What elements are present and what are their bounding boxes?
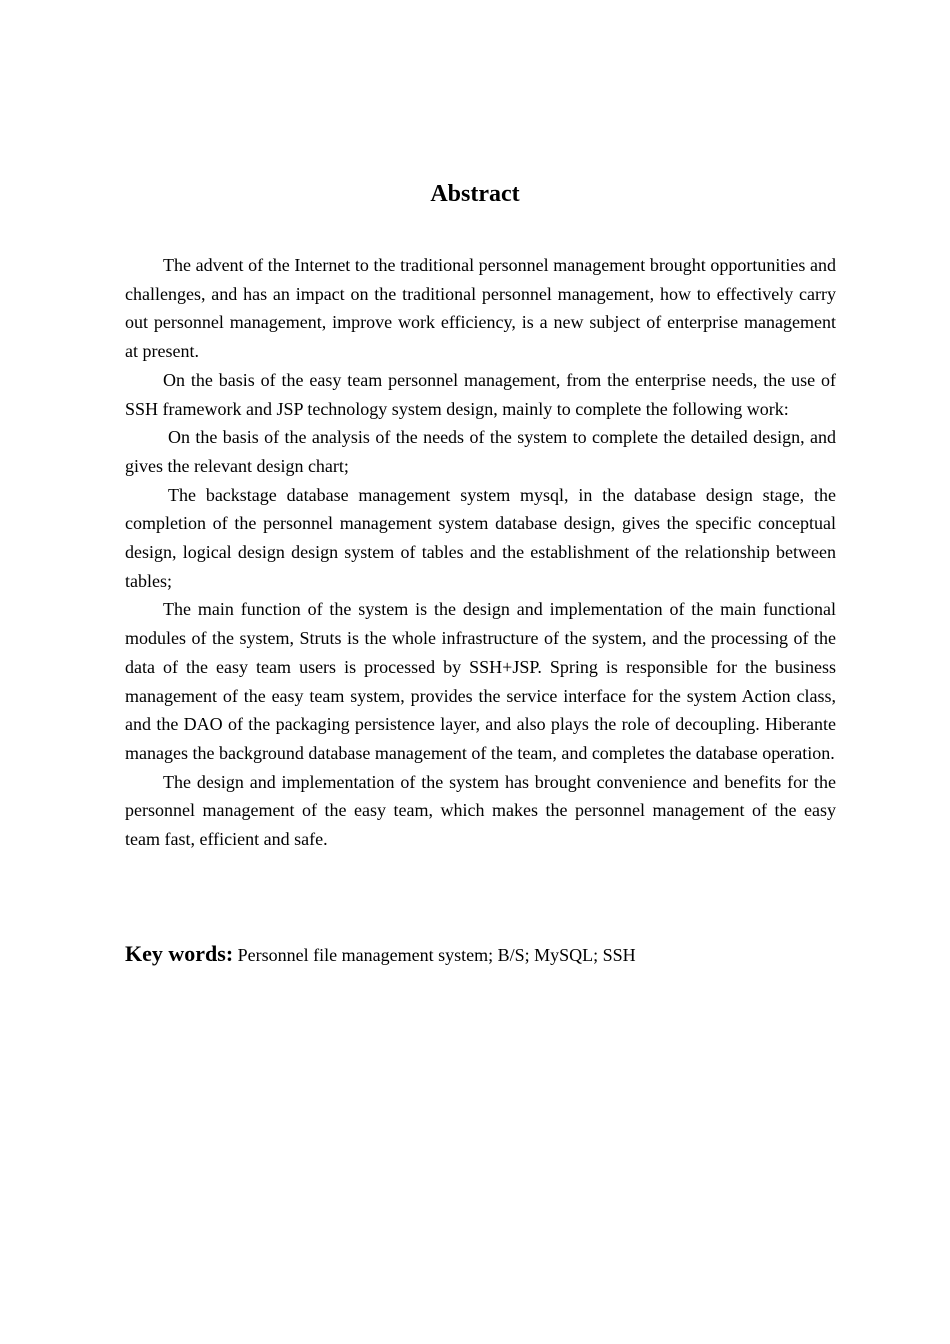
abstract-paragraph-2: On the basis of the easy team personnel management, from the enterprise needs, the use of SSH framework and JSP technology system design, mainly to complete the following work: xyxy=(125,369,836,419)
abstract-paragraph-1: The advent of the Internet to the traditional personnel management brought opportunities and challenges, and has an impact on the traditional personnel management, how to effectively carry out personnel management, improve work efficiency, is a new subject of enterprise management at present. xyxy=(125,255,836,362)
keywords-line xyxy=(125,938,836,971)
page-title: Abstract xyxy=(430,181,520,207)
abstract-paragraph-5: The main function of the system is the design and implementation of the main functional modules of the system, Struts is the whole infrastructure of the system, and the processing of the data of the easy team users is processed by SSH+JSP. Spring is responsible for the business management of the easy team system, provides the service interface for the system Action class, and the DAO of the packaging persistence layer, and also plays the role of decoupling. Hiberante manages the background database management of the team, and completes the database operation. xyxy=(125,599,836,763)
abstract-body xyxy=(125,251,836,854)
keywords-text: Personnel file management system; B/S; MySQL; SSH xyxy=(237,945,636,965)
keywords-label: Key words: xyxy=(125,941,234,966)
abstract-paragraph-6: The design and implementation of the system has brought convenience and benefits for the personnel management of the easy team, which makes the personnel management of the easy team fast, efficient and safe. xyxy=(125,771,836,850)
abstract-paragraph-3: On the basis of the analysis of the needs of the system to complete the detailed design, and gives the relevant design chart; xyxy=(125,427,836,476)
abstract-paragraph-4: The backstage database management system mysql, in the database design stage, the completion of the personnel management system database design, gives the specific conceptual design, logical design design system of tables and the establishment of the relationship between tables; xyxy=(125,484,836,591)
